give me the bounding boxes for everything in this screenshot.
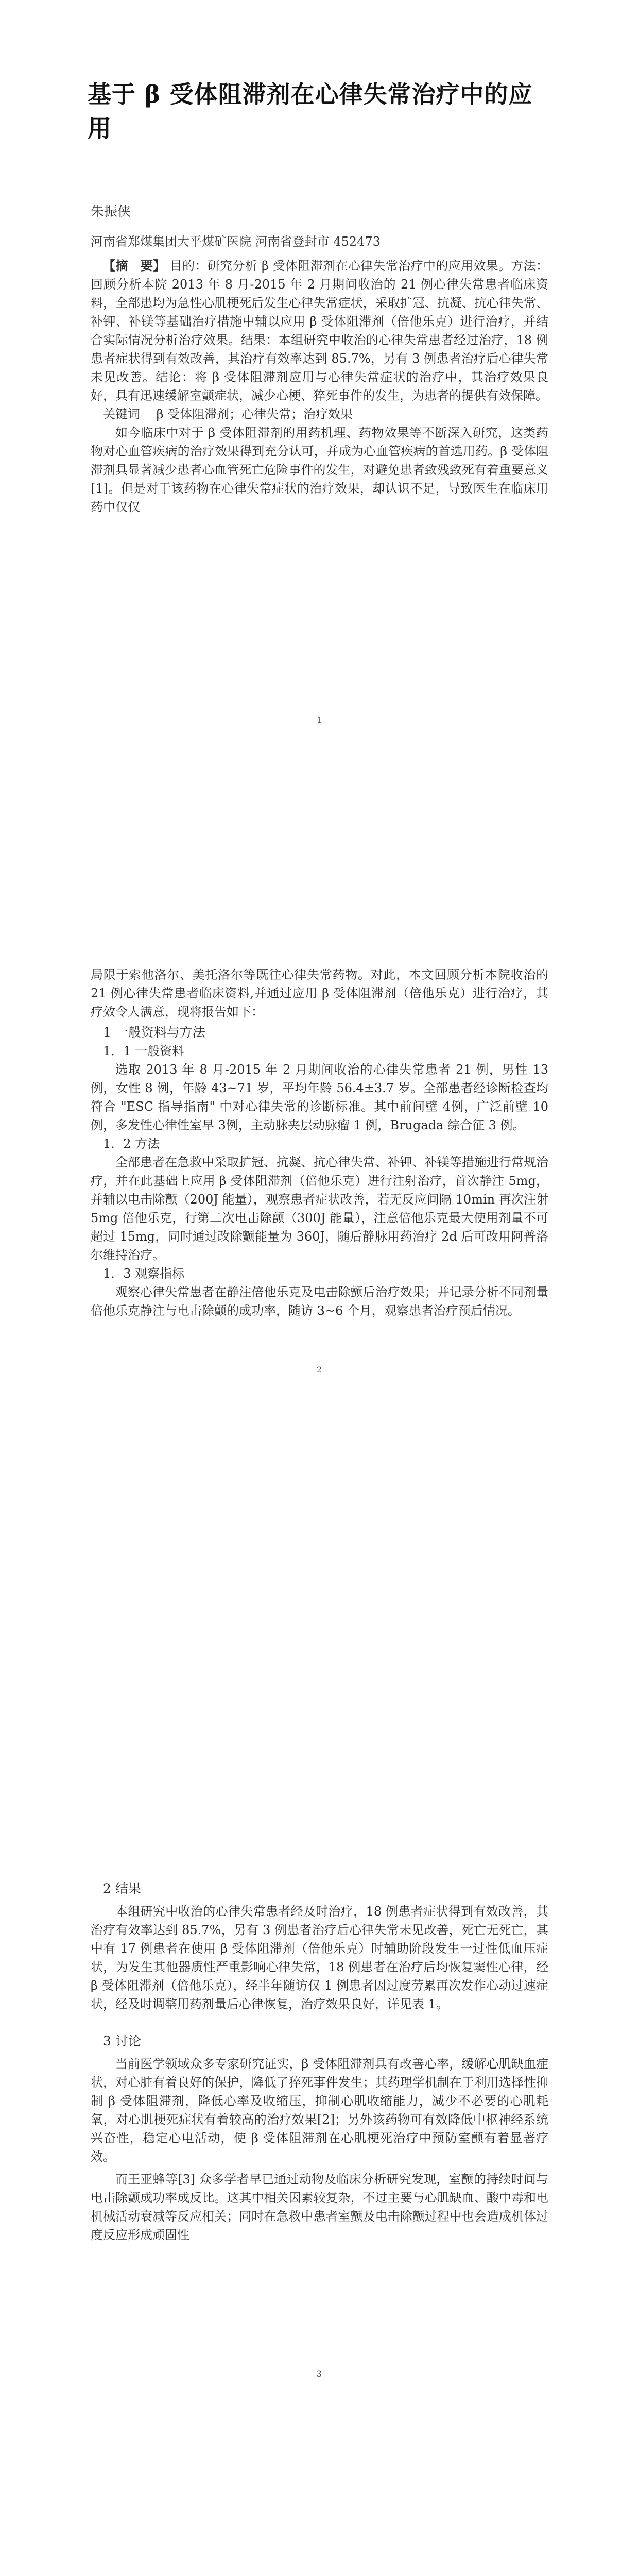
page-3: [0, 1807, 639, 2576]
section-heading-results: 2 结果: [103, 1881, 141, 1896]
page-2: [0, 904, 639, 1807]
page-number: 3: [316, 2369, 322, 2379]
paragraph-general-data: 选取 2013 年 8 月-2015 年 2 月期间收治的心律失常患者 21 例，男性 13 例，女性 8 例，年龄 43~71 岁，平均年龄 56.4±3.7 岁。全部患者经诊断检查均符合 "ESC 指导指南" 中对心律失常的诊断标准。其中前间壁 4例，广泛前壁 10例，多发性心律性室早 3例，主动脉夹层动脉瘤 1 例，Brugada 综合征 3 例。: [91, 1062, 548, 1132]
section-heading-methods: 1 一般资料与方法: [103, 1025, 205, 1040]
author-name: 朱振侠: [91, 204, 131, 219]
paragraph-discussion-1: 当前医学领域众多专家研究证实，β 受体阻滞剂具有改善心率，缓解心肌缺血症状，对心脏有着良好的保护，降低了猝死事件发生；其药理学机制在于利用选择性抑制 β 受体阻滞剂，降低心率及收缩压，抑制心肌收缩能力，减少不必要的心肌耗氧，对心肌梗死症状有着较高的治疗效果[2]；另外该药物可有效降低中枢神经系统兴奋性，稳定心电活动，使 β 受体阻滞剂在心肌梗死治疗中预防室颤有着显著疗效。: [91, 2057, 548, 2164]
paragraph-results: 本组研究中收治的心律失常患者经及时治疗，18 例患者症状得到有效改善，其治疗有效率达到 85.7%，另有 3 例患者治疗后心律失常未见改善，死亡无死亡，其中有 17 例患者在使用 β 受体阻滞剂（倍他乐克）时辅助阶段发生一过性低血压症状，为发生其他器质性严重影响心律失常，18 例患者在治疗后均恢复窦性心律，经 β 受体阻滞剂（倍他乐克），经半年随访仅 1 例患者因过度劳累再次发作心动过速症状，经及时调整用药剂量后心律恢复，治疗效果良好，详见表 1。: [91, 1904, 548, 2011]
page-1: [0, 0, 639, 904]
page-number: 2: [316, 1365, 322, 1375]
abstract-text: 目的：研究分析 β 受体阻滞剂在心律失常治疗中的应用效果。方法：回顾分析本院 2013 年 8 月-2015 年 2 月期间收治的 21 例心律失常患者临床资料，全部患均为急性心肌梗死后发生心律失常症状，采取扩冠、抗凝、抗心律失常、补钾、补镁等基础治疗措施中辅以应用 β 受体阻滞剂（倍他乐克）进行治疗，并结合实际情况分析治疗效果。结果：本组研究中收治的心律失常患者经过治疗，18 例患者症状得到有效改善，其治疗有效率达到 85.7%，另有 3 例患者治疗后心律失常未见改善。结论：将 β 受体阻滞剂应用与心律失常症状的治疗中，其治疗效果良好，具有迅速缓解室颤症状，减少心梗、猝死事件的发生，为患者的提供有效保障。: [91, 259, 548, 403]
abstract-label: 【摘 要】: [103, 258, 166, 273]
paragraph-discussion-2: 而王亚蜂等[3] 众多学者早已通过动物及临床分析研究发现，室颤的持续时间与电击除颤成功率成反比。这其中相关因素较复杂，不过主要与心肌缺血、酸中毒和电机械活动衰减等反应相关；同时在急救中患者室颤及电击除颤过程中也会造成机体过度反应形成顽固性: [91, 2172, 548, 2242]
subsection-heading-general: 1．1 一般资料: [103, 1044, 185, 1058]
page-number: 1: [316, 715, 322, 725]
keywords: [91, 405, 548, 423]
paragraph-method: 全部患者在急救中采取扩冠、抗凝、抗心律失常、补钾、补镁等措施进行常规治疗，并在此基础上应用 β 受体阻滞剂（倍他乐克）进行注射治疗，首次静注 5mg，并辅以电击除颤（200J 能量），观察患者症状改善，若无反应间隔 10min 再次注射 5mg 倍他乐克，行第二次电击除颤（300J 能量），注意倍他乐克最大使用剂量不可超过 15mg，同时通过改除颤能量为 360J，随后静脉用药治疗 2d 后可改用阿普洛尔维持治疗。: [91, 1155, 548, 1262]
intro-paragraph: 如今临床中对于 β 受体阻滞剂的用药机理、药物效果等不断深入研究，这类药物对心血管疾病的治疗效果得到充分认可，并成为心血管疾病的首选用药。β 受体阻滞剂具显著减少患者心血管死亡危险事件的发生，对避免患者致残致死有着重要意义[1]。但是对于该药物在心律失常症状的治疗效果，却认识不足，导致医生在临床用药中仅仅: [91, 426, 548, 514]
keywords-label: 关键词: [103, 407, 140, 421]
subsection-heading-method: 1．2 方法: [103, 1137, 160, 1151]
author-affiliation: 河南省郑煤集团大平煤矿医院 河南省登封市 452473: [91, 234, 381, 249]
intro-paragraph-continued: 局限于索他洛尔、美托洛尔等既往心律失常药物。对此，本文回顾分析本院收治的 21 例心律失常患者临床资料,并通过应用 β 受体阻滞剂（倍他乐克）进行治疗，其疗效令人满意，现将报告如下：: [91, 968, 548, 1019]
section-heading-discussion: 3 讨论: [103, 2033, 141, 2048]
paragraph-observation: 观察心律失常患者在静注倍他乐克及电击除颤后治疗效果；并记录分析不同剂量倍他乐克静注与电击除颤的成功率，随访 3~6 个月，观察患者治疗预后情况。: [91, 1285, 548, 1318]
abstract: [91, 257, 548, 405]
keywords-text: β 受体阻滞剂；心律失常；治疗效果: [156, 407, 353, 421]
subsection-heading-observation: 1．3 观察指标: [103, 1266, 185, 1281]
document-title: 基于 β 受体阻滞剂在心律失常治疗中的应用: [88, 80, 533, 142]
